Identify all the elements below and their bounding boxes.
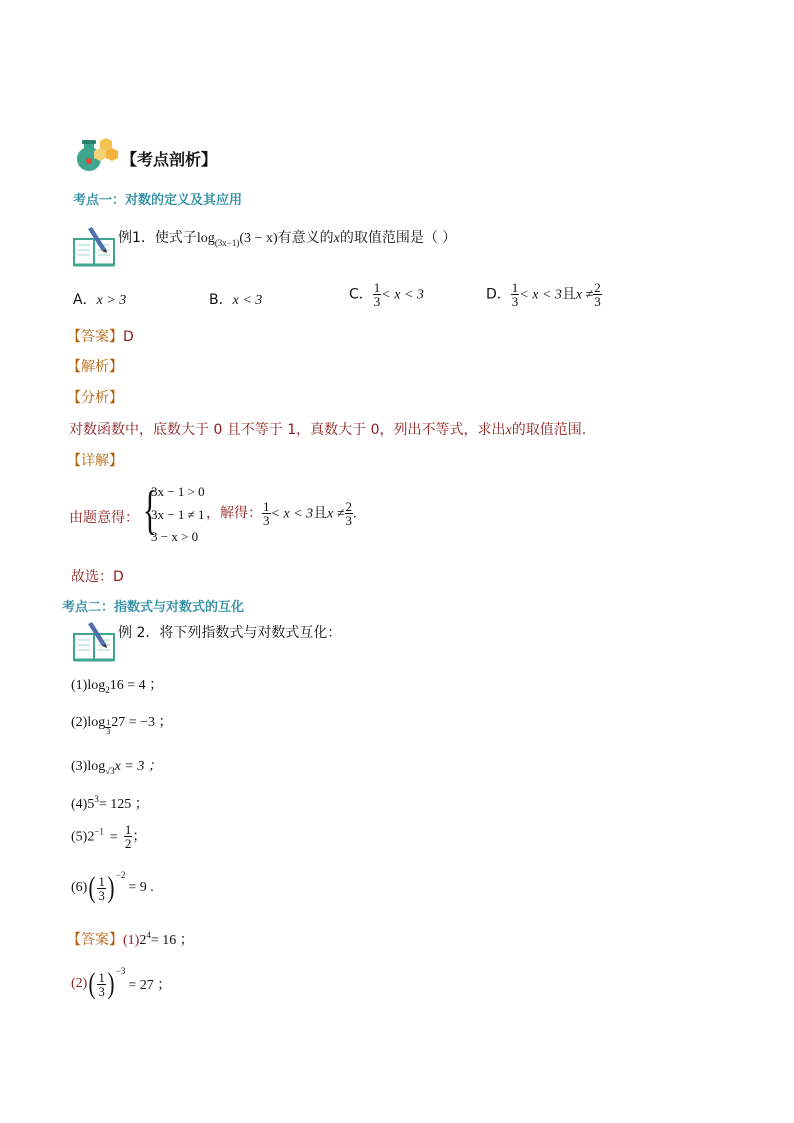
option-b-expr: x < 3 <box>232 293 263 308</box>
log-text: log <box>196 231 215 246</box>
system-line-1: 3x − 1 > 0 <box>151 484 205 499</box>
power-base: 2 <box>87 829 95 845</box>
detail-solution <box>206 500 357 527</box>
power-exponent: −1 <box>94 826 104 837</box>
option-c[interactable] <box>349 281 424 308</box>
answer-1 <box>67 326 134 346</box>
book-pencil-icon <box>72 620 118 664</box>
left-paren: ( <box>88 967 96 1000</box>
log-text: log <box>87 759 106 774</box>
fraction: $\frac{2}{3}$ <box>594 280 601 309</box>
item-number: (6) <box>71 880 88 895</box>
answer-label: 【答案】 <box>67 329 123 345</box>
power-exponent: 4 <box>146 930 151 940</box>
answer-2-item-2 <box>71 966 171 999</box>
option-a-expr: x > 3 <box>96 293 127 308</box>
page-title: 【考点剖析】 <box>121 150 218 169</box>
item-4 <box>71 793 149 813</box>
item-expr: = 125 ； <box>98 797 149 812</box>
item-5 <box>71 823 146 850</box>
answer-label: 【答案】 <box>67 932 123 948</box>
question-suffix: 有意义的 <box>277 230 334 246</box>
and-text: 且 <box>561 286 576 303</box>
item-number: (3) <box>71 759 88 774</box>
book-pencil-icon <box>72 225 118 269</box>
item-number: (2) <box>71 976 88 991</box>
answer-value: D <box>123 329 134 345</box>
and-text: 且 <box>313 505 328 522</box>
log-base: 2 <box>105 685 110 695</box>
fenxi-text-1: 对数函数中，底数大于 0 且不等于 1，真数大于 0，列出不等式，求出 <box>69 422 506 438</box>
item-3 <box>71 755 162 776</box>
fenxi-label: 【分析】 <box>67 390 123 406</box>
detail-expr: < x < 3 <box>270 506 314 522</box>
example-1-question <box>118 227 456 248</box>
left-paren: ( <box>88 871 96 904</box>
fraction: $\frac{1}{3}$ <box>98 969 105 999</box>
option-a-label: A． <box>73 292 97 308</box>
item-expr: 16 = 4 ； <box>109 678 164 693</box>
power-exponent: −3 <box>115 966 126 976</box>
option-a[interactable] <box>73 289 126 309</box>
fraction: $\frac{1}{3}$ <box>511 280 519 309</box>
fraction: $\frac{1}{3}$ <box>263 499 270 528</box>
fenxi-text <box>69 419 586 439</box>
log-text: log <box>87 678 106 693</box>
answer-2 <box>67 929 194 949</box>
power-base: 5 <box>87 797 95 812</box>
item-end: ； <box>132 829 147 845</box>
detail-label: 【详解】 <box>67 453 123 469</box>
option-c-expr: < x < 3 <box>381 287 424 303</box>
question-tail: 的取值范围是（ ） <box>339 230 457 246</box>
item-expr: 27 = −3 ； <box>111 715 173 730</box>
option-b[interactable] <box>209 289 262 309</box>
fraction: $\frac{1}{3}$ <box>373 280 381 309</box>
item-expr: = 27 ； <box>128 978 172 993</box>
variable-x: x <box>333 231 340 246</box>
item-number: (2) <box>71 715 88 730</box>
option-d-expr: < x < 3 <box>519 287 562 303</box>
option-c-label: C． <box>349 286 373 303</box>
log-argument: (3 − x) <box>239 231 278 246</box>
power-exponent: 3 <box>94 794 99 804</box>
log-base: √3 <box>105 766 115 776</box>
option-b-label: B． <box>209 292 233 308</box>
section-title-2: 考点二：指数式与对数式的互化 <box>62 600 245 615</box>
fraction: $\frac{1}{2}$ <box>124 822 132 851</box>
detail-end: . <box>353 506 357 522</box>
system-line-2: 3x − 1 ≠ 1 <box>151 507 205 522</box>
example-2-label: 例 2．将下列指数式与对数式互化： <box>118 625 342 641</box>
option-d-label: D． <box>486 286 511 303</box>
fenxi-text-2: 的取值范围. <box>511 422 587 438</box>
right-paren: ) <box>107 967 115 1000</box>
power-base: 2 <box>139 933 147 948</box>
item-number: (4) <box>71 797 88 812</box>
item-6 <box>71 870 154 903</box>
item-number: (1) <box>71 678 88 693</box>
fraction: $\frac{2}{3}$ <box>345 499 353 528</box>
option-d[interactable] <box>486 281 602 308</box>
power-exponent: −2 <box>115 870 126 880</box>
analysis-label: 【解析】 <box>67 359 123 375</box>
detail-prefix: 由题意得： <box>69 510 139 526</box>
item-expr: = 9 . <box>128 880 154 895</box>
system-brace: { <box>142 480 158 540</box>
detail-mid: ，解得： <box>206 505 262 522</box>
variable-x: x <box>505 423 512 438</box>
example-1-label: 例1．使式子 <box>118 230 197 246</box>
detail-x: x ≠ <box>327 506 345 522</box>
item-expr: = 16 ； <box>150 933 194 948</box>
item-number: (1) <box>123 933 140 948</box>
item-number: (5) <box>71 829 88 845</box>
item-2 <box>71 711 173 736</box>
system-line-3: 3 − x > 0 <box>151 529 199 544</box>
right-paren: ) <box>107 871 115 904</box>
item-1 <box>71 674 163 695</box>
log-base-fraction: $\frac{1}{3}$ <box>106 718 111 736</box>
choose-text: 故选：D <box>71 569 124 585</box>
log-text: log <box>87 715 106 730</box>
equals: = <box>109 829 118 845</box>
option-d-x: x ≠ <box>575 287 594 303</box>
fraction: $\frac{1}{3}$ <box>98 873 105 903</box>
flask-icon <box>74 135 122 173</box>
section-title-1: 考点一：对数的定义及其应用 <box>73 193 243 208</box>
log-base: (3x−1) <box>214 238 240 248</box>
item-expr: x = 3 ； <box>114 759 162 774</box>
